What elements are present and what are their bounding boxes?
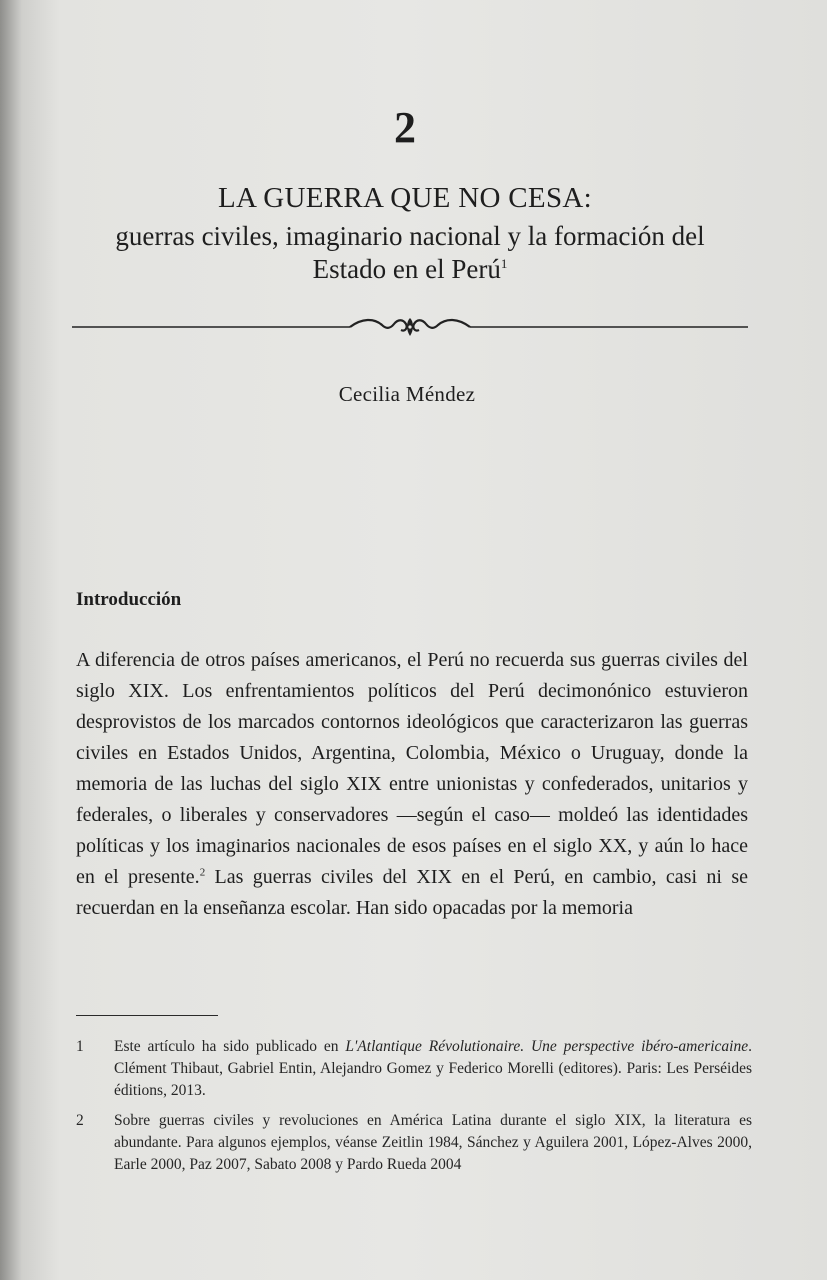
footnote-2-number: 2 [76, 1112, 84, 1129]
chapter-subtitle-text: guerras civiles, imaginario nacional y la formación del Estado en el Perú [115, 221, 705, 284]
footnote-divider [76, 1015, 218, 1016]
footnote-1-text-before: Este artículo ha sido publicado en [114, 1038, 346, 1055]
chapter-number: 2 [394, 103, 416, 152]
footnote-2-text: Sobre guerras civiles y revoluciones en América Latina durante el siglo XIX, la literatura es abundante. Para algunos ejemplos, véanse Zeitlin 1984, Sánchez y Aguilera 2001, López-Alves 2000, Earle 2000, Paz 2007, Sabato 2008 y Pardo Rueda 2004 [114, 1112, 752, 1173]
chapter-subtitle [100, 220, 720, 286]
footnote-1-number: 1 [76, 1038, 84, 1055]
footnote-1-text [114, 1036, 752, 1102]
section-heading: Introducción [76, 589, 182, 610]
body-paragraph-part2: Las guerras civiles del XIX en el Perú, en cambio, casi ni se recuerdan en la enseñanza escolar. Han sido opacadas por la memoria [76, 866, 748, 919]
footnote-1-text-after: . Clément Thibaut, Gabriel Entin, Alejandro Gomez y Federico Morelli (editores). Paris: Les Perséides éditions, 2013. [114, 1038, 752, 1099]
floral-ornament-divider-icon [72, 312, 748, 342]
footnote-1-italic-title: L'Atlantique Révolutionaire. Une perspective ibéro-americaine [345, 1038, 749, 1055]
footnote-marker-1: 1 [500, 256, 508, 271]
chapter-title: LA GUERRA QUE NO CESA: [218, 182, 592, 214]
footnote-1 [76, 1036, 752, 1102]
body-paragraph-part1: A diferencia de otros países americanos, el Perú no recuerda sus guerras civiles del siglo XIX. Los enfrentamientos políticos del Perú decimonónico estuvieron desprovistos de los marcados contornos ideológicos que caracterizaron las guerras civiles en Estados Unidos, Argentina, Colombia, México o Uruguay, donde la memoria de las luchas del siglo XIX entre unionistas y confederados, unitarios y federales, o liberales y conservadores —según el caso— moldeó las identidades políticas y los imaginarios nacionales de esos países en el siglo XX, y aún lo hace en el presente. [76, 649, 748, 888]
body-paragraph [76, 645, 748, 924]
footnote-2 [76, 1110, 752, 1176]
footnote-marker-2: 2 [199, 866, 206, 879]
author-name: Cecilia Méndez [338, 382, 476, 406]
